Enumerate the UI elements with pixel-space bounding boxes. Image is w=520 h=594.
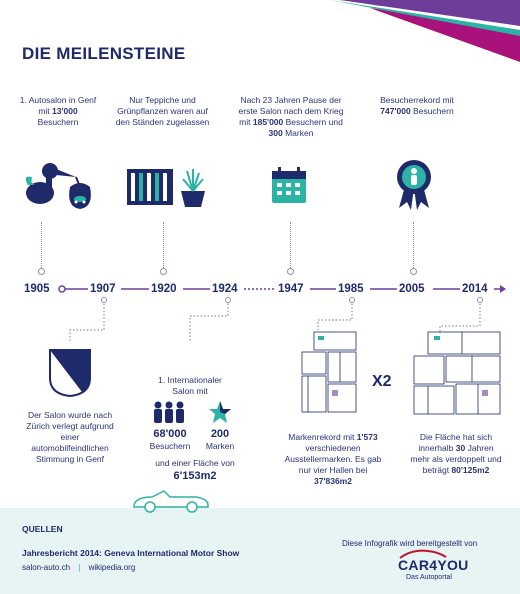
sources-heading: QUELLEN bbox=[22, 524, 63, 534]
provided-by-text: Diese Infografik wird bereitgestellt von bbox=[342, 539, 478, 548]
calendar-icon bbox=[270, 165, 308, 205]
corner-ribbon bbox=[0, 0, 520, 80]
year-2005: 2005 bbox=[399, 283, 425, 295]
page-title: DIE MEILENSTEINE bbox=[22, 44, 186, 63]
star-icon bbox=[208, 400, 232, 424]
year-1907: 1907 bbox=[90, 283, 116, 295]
milestone-1905-text: 1. Autosalon in Genf mit 13'000 Besuchern bbox=[19, 95, 97, 127]
stork-baby-car-icon bbox=[18, 155, 98, 215]
connector-1905 bbox=[41, 222, 42, 270]
source-wikipedia-link[interactable]: wikipedia.org bbox=[88, 563, 136, 572]
award-rosette-icon bbox=[393, 158, 435, 210]
milestone-2005-text: Besucherrekord mit 747'000 Besuchern bbox=[380, 95, 454, 116]
connector-dot-2005 bbox=[410, 268, 417, 275]
connector-dot-1947 bbox=[287, 268, 294, 275]
year-1924: 1924 bbox=[212, 283, 238, 295]
connector-1947 bbox=[290, 222, 291, 270]
brands-value: 200 bbox=[210, 428, 230, 440]
year-1920: 1920 bbox=[151, 283, 177, 295]
car4you-logo[interactable]: CAR4YOU bbox=[398, 557, 469, 573]
people-icon bbox=[152, 400, 186, 424]
zurich-coat-of-arms-icon bbox=[48, 348, 92, 398]
area-2014-text: Die Fläche hat sich innerhalb 30 Jahren mehr als verdoppelt und beträgt 80'125m2 bbox=[410, 432, 502, 475]
multiplier: X2 bbox=[372, 373, 392, 390]
source-separator: | bbox=[78, 563, 81, 572]
source-report: Jahresbericht 2014: Geneva International Motor Show bbox=[22, 548, 240, 558]
year-1905: 1905 bbox=[24, 283, 50, 295]
visitors-label: Besuchern bbox=[149, 441, 191, 451]
source-salon-link[interactable]: salon-auto.ch bbox=[22, 563, 71, 572]
milestone-1920-text: Nur Teppiche und Grünpflanzen waren auf den Ständen zugelassen bbox=[115, 95, 210, 127]
connector-2005 bbox=[413, 222, 414, 270]
carpet-plant-icon bbox=[125, 165, 210, 210]
year-1985: 1985 bbox=[338, 283, 364, 295]
zurich-text: Der Salon wurde nach Zürich verlegt aufgrund einer automobilfeindlichen Stimmung in Genf bbox=[26, 410, 114, 464]
visitors-value: 68'000 bbox=[153, 428, 187, 440]
connector-dot-1905 bbox=[38, 268, 45, 275]
convertible-car-icon bbox=[130, 487, 212, 513]
car4you-tagline: Das Autoportal bbox=[406, 574, 452, 581]
milestone-1947-text: Nach 23 Jahren Pause der erste Salon nach dem Krieg mit 185'000 Besuchern und 300 Marken bbox=[238, 95, 344, 138]
international-title: 1. Internationaler Salon mit bbox=[158, 375, 222, 396]
year-2014: 2014 bbox=[462, 283, 488, 295]
connector-1920 bbox=[163, 222, 164, 270]
floor-plan-small-icon bbox=[300, 330, 358, 416]
brands-label: Marken bbox=[205, 441, 235, 451]
floor-plan-large-icon bbox=[412, 330, 502, 416]
connector-dot-1920 bbox=[160, 268, 167, 275]
year-1947: 1947 bbox=[278, 283, 304, 295]
record-text: Markenrekord mit 1'573 verschiedenen Ausstellermarken. Es gab nur vier Hallen bei 37'836m2 bbox=[284, 432, 382, 486]
area-label: und einer Fläche von bbox=[155, 458, 235, 468]
source-links bbox=[22, 563, 135, 572]
area-value: 6'153m2 bbox=[173, 470, 217, 482]
